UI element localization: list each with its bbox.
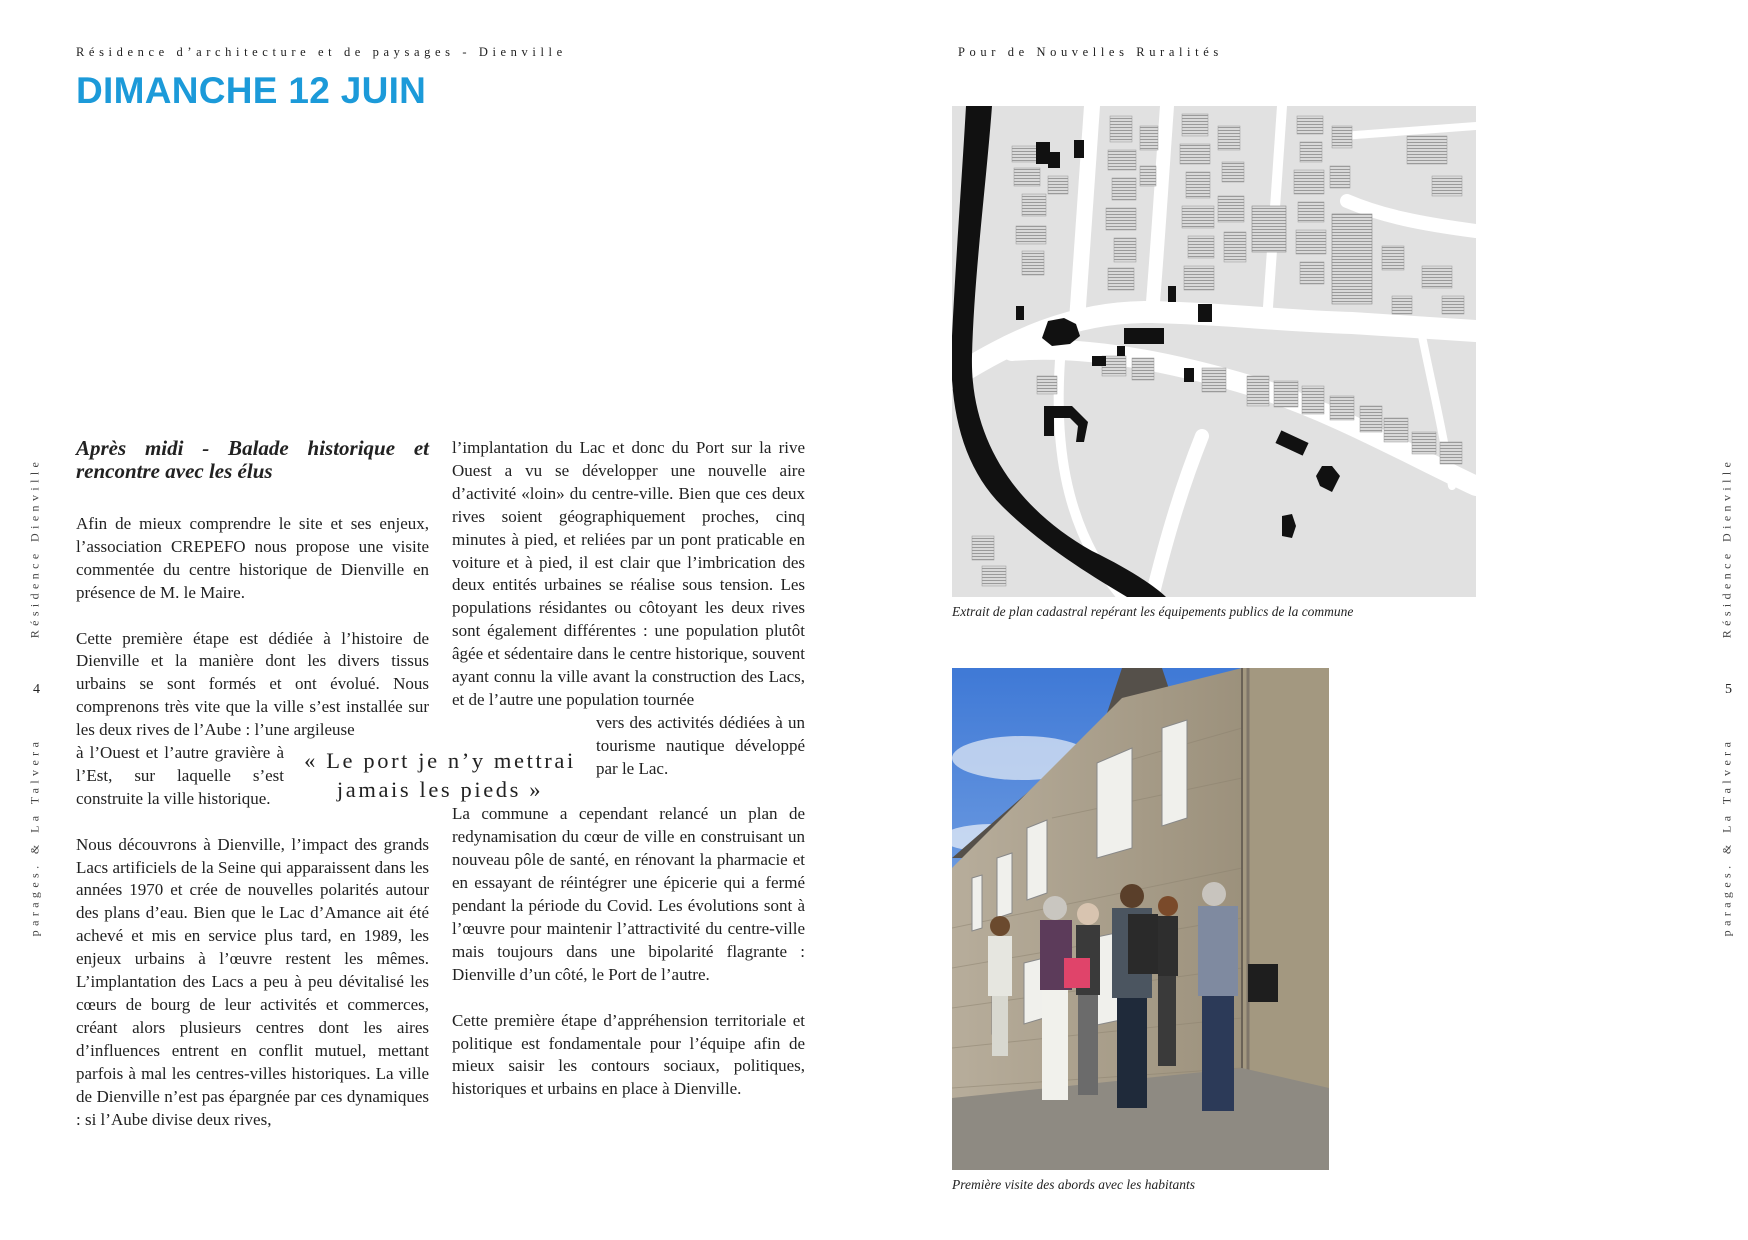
paragraph: vers des activités dédiées à un tourisme nautique développé par le Lac. (596, 712, 805, 778)
paragraph: Afin de mieux comprendre le site et ses enjeux, l’association CREPEFO nous propose une visite commentée du centre historique de Dienville en présence de M. le Maire. (76, 514, 429, 602)
section-subtitle: Après midi - Balade historique et rencontre avec les élus (76, 436, 429, 483)
paragraph: Nous découvrons à Dienville, l’impact des grands Lacs artificiels de la Seine qui apparaissent dans les années 1970 et crée de nouvelles polarités autour des plans d’eau. Bien que le Lac d’Amance ait été achevé et mis en service plus tard, en 1989, les enjeux urbains à l’œuvre restent les mêmes. L’implantation des Lacs a peu à peu dévitalisé les cœurs de bourg de leur activités et commerces, créant alors plusieurs centres dont les aires d’influences entrent en conflit mutuel, mettant parfois à mal les centres-villes historiques. La ville de Dienville n’est pas épargnée par ces dynamiques : si l’Aube divise deux rives, (76, 834, 429, 1129)
photo-caption: Première visite des abords avec les habitants (952, 1177, 1195, 1192)
running-head-right: Pour de Nouvelles Ruralités (958, 45, 1223, 59)
margin-credits-left: parages. & La Talvera (27, 737, 42, 937)
margin-residence-left: Résidence Dienville (27, 457, 42, 639)
pull-quote-line: jamais les pieds » (336, 777, 544, 802)
margin-credits-right: parages. & La Talvera (1719, 737, 1734, 937)
paragraph: l’implantation du Lac et donc du Port sur la rive Ouest a vu se développer une nouvelle aire d’activité «loin» du centre-ville. Bien que ces deux rives soient géographiquement proches, cinq minutes à pied, et reliées par un pont praticable en voiture et à pied, il est clair que l’imbrication des deux entités urbaines se réalise sous tension. Les populations résidantes ou côtoyant les deux rives sont également différentes : une population plutôt âgée et sédentaire dans le centre historique, souvent ayant connu la ville avant la construction des Lacs, et de l’autre une population tournée (452, 438, 805, 709)
page-number-right: 5 (1725, 682, 1732, 697)
paragraph: à l’Ouest et l’autre gravière à l’Est, sur laquelle s’est construite la ville historique. (76, 743, 284, 808)
margin-residence-right: Résidence Dienville (1719, 457, 1734, 639)
paragraph: Cette première étape d’appréhension territoriale et politique est fondamentale pour l’équipe afin de mieux saisir les contours sociaux, politiques, historiques et urbains en place à Dienville. (452, 1010, 805, 1099)
paragraph: Cette première étape est dédiée à l’histoire de Dienville et la manière dont les divers tissus urbains se sont formés et ont évolué. Nous comprenons très vite que la ville s’est installée sur les deux rives de l’Aube : l’une argileuse (76, 628, 429, 740)
visit-photo (952, 668, 1329, 1170)
map-caption: Extrait de plan cadastral repérant les équipements publics de la commune (952, 604, 1354, 619)
page-title: DIMANCHE 12 JUIN (76, 70, 427, 111)
cadastral-map (952, 106, 1476, 597)
page-number-left: 4 (33, 682, 40, 697)
paragraph: La commune a cependant relancé un plan de redynamisation du cœur de ville en construisant un nouveau pôle de santé, en rénovant la pharmacie et en essayant de réintégrer une épicerie qui a fermé pendant la période du Covid. Les évolutions sont à l’œuvre pour maintenir l’attractivité du centre-ville mais toujours dans une bipolarité flagrante : Dienville d’un côté, le Port de l’autre. (452, 804, 805, 984)
pull-quote (290, 746, 590, 804)
running-head-left: Résidence d’architecture et de paysages - Dienville (76, 45, 567, 59)
pull-quote-line: « Le port je n’y mettrai (304, 748, 576, 773)
